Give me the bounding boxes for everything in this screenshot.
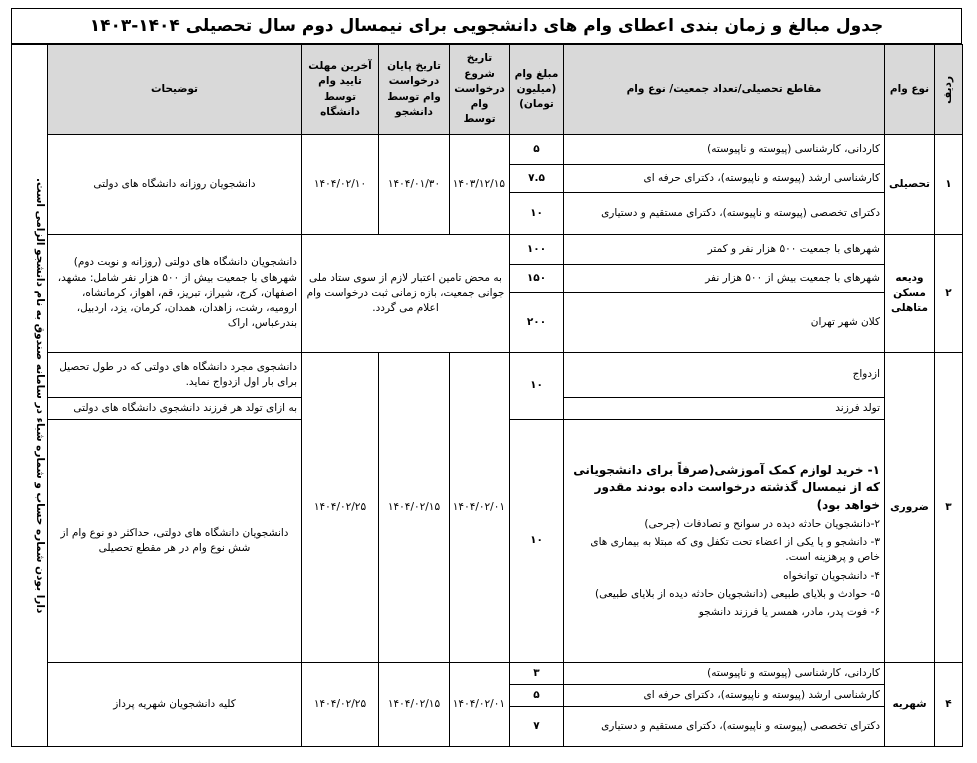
side-note: دارا بودن شماره حساب و شماره شباء در سامانه صندوق به نام دانشجو الزامی است. <box>34 177 46 614</box>
header-loan-type: نوع وام <box>885 45 935 135</box>
table-row <box>12 353 963 398</box>
deadline-date: ۱۴۰۴/۰۲/۱۰ <box>302 135 379 235</box>
header-notes: توضیحات <box>48 45 302 135</box>
end-date: ۱۴۰۴/۰۱/۳۰ <box>379 135 450 235</box>
dates-note: به محض تامین اعتبار لازم از سوی ستاد ملی جوانی جمعیت، بازه زمانی ثبت درخواست وام اعلام می گردد. <box>302 235 510 353</box>
notes-cell: دانشجویان روزانه دانشگاه های دولتی <box>48 135 302 235</box>
list-item: ۱- خرید لوازم کمک آموزشی(صرفاً برای دانشجویانی که از نیمسال گذشته درخواست داده بودند مقدور خواهد بود) <box>573 462 880 512</box>
degree-cell: کاردانی، کارشناسی (پیوسته و ناپیوسته) <box>564 135 885 165</box>
degree-cell: کارشناسی ارشد (پیوسته و ناپیوسته)، دکترای حرفه ای <box>564 685 885 707</box>
degree-cell: شهرهای با جمعیت ۵۰۰ هزار نفر و کمتر <box>564 235 885 265</box>
loan-table <box>11 44 963 747</box>
essential-loan-list <box>568 462 880 620</box>
header-start-date: تاریخ شروع درخواست وام توسط <box>450 45 510 135</box>
list-item: ۴- دانشجویان توانخواه <box>783 569 880 582</box>
amount-cell: ۵ <box>510 685 564 707</box>
list-item: ۳- دانشجو و یا یکی از اعضاء تحت تکفل وی که مبتلا به بیماری های خاص و پرهزینه است. <box>590 536 880 564</box>
header-end-date: تاریخ پایان درخواست وام توسط دانشجو <box>379 45 450 135</box>
notes-cell: کلیه دانشجویان شهریه پرداز <box>48 663 302 747</box>
amount-cell: ۱۰ <box>510 353 564 420</box>
side-note-cell <box>12 45 48 747</box>
amount-cell: ۱۵۰ <box>510 265 564 293</box>
end-date: ۱۴۰۴/۰۲/۱۵ <box>379 353 450 663</box>
loan-type: ودیعه مسکن متاهلی <box>885 235 935 353</box>
table-row <box>12 663 963 685</box>
end-date: ۱۴۰۴/۰۲/۱۵ <box>379 663 450 747</box>
deadline-date: ۱۴۰۴/۰۲/۲۵ <box>302 663 379 747</box>
header-deadline: آخرین مهلت تایید وام توسط دانشگاه <box>302 45 379 135</box>
degree-cell: کلان شهر تهران <box>564 293 885 353</box>
amount-cell: ۷.۵ <box>510 165 564 193</box>
header-degree: مقاطع تحصیلی/تعداد جمعیت/ نوع وام <box>564 45 885 135</box>
header-row <box>12 45 963 135</box>
degree-cell: تولد فرزند <box>564 398 885 420</box>
notes-cell: دانشجوی مجرد دانشگاه های دولتی که در طول تحصیل برای بار اول ازدواج نماید. <box>48 353 302 398</box>
degree-cell: شهرهای با جمعیت بیش از ۵۰۰ هزار نفر <box>564 265 885 293</box>
table-row <box>12 135 963 165</box>
amount-cell: ۱۰ <box>510 420 564 663</box>
notes-cell: دانشجویان دانشگاه های دولتی (روزانه و نوبت دوم) شهرهای با جمعیت بیش از ۵۰۰ هزار نفر شامل: مشهد، اصفهان، کرج، شیراز، تبریز، قم، اهواز، کرمانشاه، ارومیه، رشت، زاهدان، همدان، کرمان، یزد، اردبیل، بندرعباس، اراک <box>48 235 302 353</box>
amount-cell: ۲۰۰ <box>510 293 564 353</box>
header-row-no: ردیف <box>935 45 963 135</box>
degree-cell: کارشناسی ارشد (پیوسته و ناپیوسته)، دکترای حرفه ای <box>564 165 885 193</box>
degree-cell: دکترای تخصصی (پیوسته و ناپیوسته)، دکترای مستقیم و دستیاری <box>564 193 885 235</box>
start-date: ۱۴۰۳/۱۲/۱۵ <box>450 135 510 235</box>
deadline-date: ۱۴۰۴/۰۲/۲۵ <box>302 353 379 663</box>
degree-cell: دکترای تخصصی (پیوسته و ناپیوسته)، دکترای مستقیم و دستیاری <box>564 707 885 747</box>
row-number: ۱ <box>935 135 963 235</box>
list-item: ۵- حوادث و بلایای طبیعی (دانشجویان حادثه دیده از بلایای طبیعی) <box>595 587 880 600</box>
notes-cell: به ازای تولد هر فرزند دانشجوی دانشگاه های دولتی <box>48 398 302 420</box>
amount-cell: ۱۰۰ <box>510 235 564 265</box>
loan-type: شهریه <box>885 663 935 747</box>
loan-type: تحصیلی <box>885 135 935 235</box>
degree-cell: ازدواج <box>564 353 885 398</box>
start-date: ۱۴۰۴/۰۲/۰۱ <box>450 353 510 663</box>
table-row <box>12 235 963 265</box>
header-amount: مبلغ وام (میلیون تومان) <box>510 45 564 135</box>
amount-cell: ۱۰ <box>510 193 564 235</box>
notes-cell: دانشجویان دانشگاه های دولتی، حداکثر دو نوع وام از شش نوع وام در هر مقطع تحصیلی <box>48 420 302 663</box>
list-item: ۲-دانشجویان حادثه دیده در سوانح و تصادفات (جرحی) <box>644 517 880 530</box>
amount-cell: ۵ <box>510 135 564 165</box>
start-date: ۱۴۰۴/۰۲/۰۱ <box>450 663 510 747</box>
row-number: ۳ <box>935 353 963 663</box>
amount-cell: ۳ <box>510 663 564 685</box>
list-item: ۶- فوت پدر، مادر، همسر یا فرزند دانشجو <box>698 606 880 619</box>
amount-cell: ۷ <box>510 707 564 747</box>
row-number: ۲ <box>935 235 963 353</box>
document-title: جدول مبالغ و زمان بندی اعطای وام های دانشجویی برای نیمسال دوم سال تحصیلی ۱۴۰۴-۱۴۰۳ <box>11 8 962 44</box>
row-number: ۴ <box>935 663 963 747</box>
loan-type: ضروری <box>885 353 935 663</box>
degree-cell: کاردانی، کارشناسی (پیوسته و ناپیوسته) <box>564 663 885 685</box>
degree-cell <box>564 420 885 663</box>
